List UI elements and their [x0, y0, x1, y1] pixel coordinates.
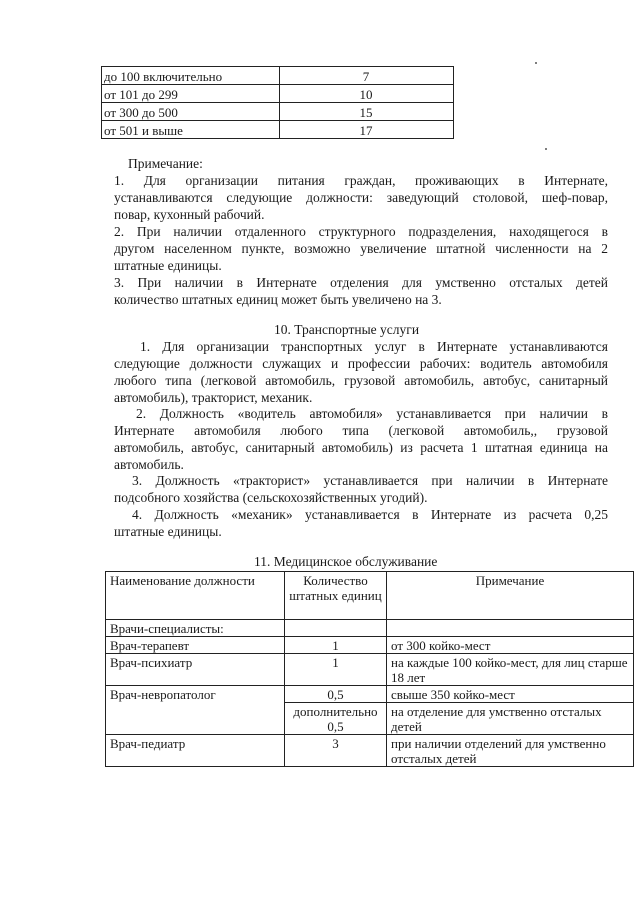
table-row	[102, 67, 454, 85]
section10-heading: 10. Транспортные услуги	[274, 322, 420, 337]
s10-p2-line2: Интернате автомобиля любого типа (легковой автомобиль,, грузовой	[114, 423, 608, 438]
scan-speck	[535, 62, 537, 64]
count-cell: 0,5	[285, 686, 387, 703]
scan-speck	[545, 148, 547, 150]
position-cell: Врач-психиатр	[106, 654, 285, 686]
note-p1-line2: устанавливаются следующие должности: заведующий столовой, шеф-повар,	[114, 190, 608, 205]
table-row	[106, 654, 634, 686]
table-header-row	[106, 572, 634, 620]
table-row	[106, 620, 634, 637]
column-header-count: Количество штатных единиц	[285, 572, 387, 620]
note-p2-line2: другом населенном пункте, возможно увеличение штатной численности на 2	[114, 241, 608, 256]
note-cell: свыше 350 койко-мест	[387, 686, 634, 703]
note-p1-line1: 1. Для организации питания граждан, проживающих в Интернате,	[114, 173, 608, 188]
range-cell: от 501 и выше	[102, 121, 280, 139]
note-title: Примечание:	[128, 156, 203, 171]
table-row	[102, 85, 454, 103]
s10-p1-line3: любого типа (легковой автомобиль, грузовой автомобиль, автобус, санитарный	[114, 373, 608, 388]
position-cell: Врач-терапевт	[106, 637, 285, 654]
range-cell: до 100 включительно	[102, 67, 280, 85]
s10-p2-line4: автомобиль.	[114, 457, 184, 472]
note-cell: на отделение для умственно отсталых детей	[387, 703, 634, 735]
s10-p1-line4: автомобиль), тракторист, механик.	[114, 390, 313, 405]
count-cell: 1	[285, 654, 387, 686]
column-header-note: Примечание	[387, 572, 634, 620]
table-row	[106, 637, 634, 654]
s10-p2-line3: автомобиль, автобус, санитарный автомобиль) из расчета 1 штатная единица на	[114, 440, 608, 455]
count-cell: 15	[280, 103, 454, 121]
position-cell: Врач-невропатолог	[106, 686, 285, 735]
s10-p1-line2: следующие должности служащих и профессии рабочих: водитель автомобиля	[114, 356, 608, 371]
s10-p3-line1: 3. Должность «тракторист» устанавливается при наличии в Интернате	[132, 473, 608, 488]
table-row	[106, 735, 634, 767]
table-row	[102, 103, 454, 121]
position-cell: Врач-педиатр	[106, 735, 285, 767]
s10-p4-line1: 4. Должность «механик» устанавливается в Интернате из расчета 0,25	[132, 507, 608, 522]
table-row	[102, 121, 454, 139]
s10-p2-line1: 2. Должность «водитель автомобиля» устанавливается при наличии в	[136, 406, 608, 421]
medical-staff-table	[105, 571, 634, 767]
count-cell: 17	[280, 121, 454, 139]
note-cell: на каждые 100 койко-мест, для лиц старше 18 лет	[387, 654, 634, 686]
group-label: Врачи-специалисты:	[106, 620, 285, 637]
count-cell: 10	[280, 85, 454, 103]
s10-p4-line2: штатные единицы.	[114, 524, 222, 539]
note-cell: от 300 койко-мест	[387, 637, 634, 654]
count-cell: 1	[285, 637, 387, 654]
note-p3-line1: 3. При наличии в Интернате отделения для умственно отсталых детей	[114, 275, 608, 290]
column-header-position: Наименование должности	[106, 572, 285, 620]
s10-p1-line1: 1. Для организации транспортных услуг в Интернате устанавливаются	[140, 339, 608, 354]
count-cell: 7	[280, 67, 454, 85]
note-p1-line3: повар, кухонный рабочий.	[114, 207, 265, 222]
range-cell: от 101 до 299	[102, 85, 280, 103]
note-cell: при наличии отделений для умственно отсталых детей	[387, 735, 634, 767]
table-row	[106, 686, 634, 703]
s10-p3-line2: подсобного хозяйства (сельскохозяйственных угодий).	[114, 490, 428, 505]
range-cell: от 300 до 500	[102, 103, 280, 121]
note-p3-line2: количество штатных единиц может быть увеличено на 3.	[114, 292, 442, 307]
section11-heading: 11. Медицинское обслуживание	[254, 554, 438, 569]
count-cell: 3	[285, 735, 387, 767]
note-p2-line1: 2. При наличии отдаленного структурного подразделения, находящегося в	[114, 224, 608, 239]
note-p2-line3: штатные единицы.	[114, 258, 222, 273]
count-cell: дополнительно 0,5	[285, 703, 387, 735]
staff-count-table	[101, 66, 454, 139]
